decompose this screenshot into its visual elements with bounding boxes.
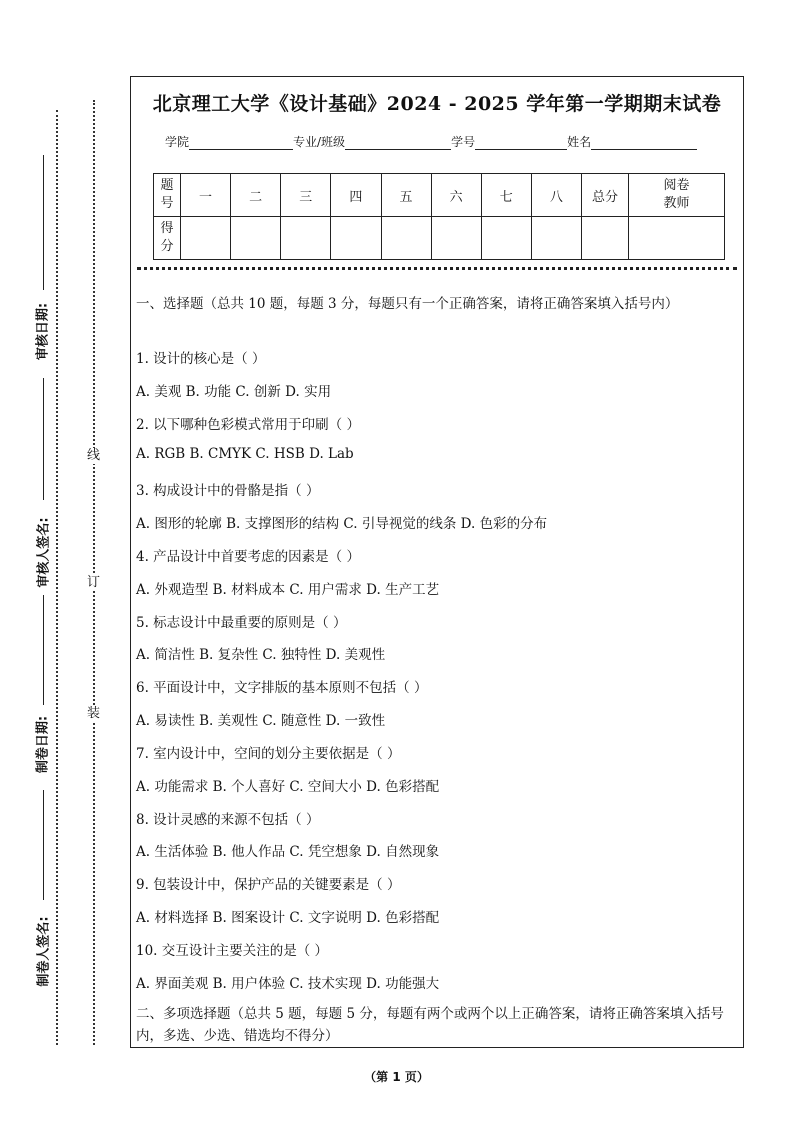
question-stem: 2. 以下哪种色彩模式常用于印刷（ ） [136, 417, 360, 433]
question-options: A. 生活体验 B. 他人作品 C. 凭空想象 D. 自然现象 [136, 844, 440, 860]
col-header-3: 三 [281, 174, 331, 217]
question-options: A. 功能需求 B. 个人喜好 C. 空间大小 D. 色彩搭配 [136, 779, 440, 795]
name-label: 姓名 [567, 135, 592, 149]
dotted-separator [137, 267, 737, 270]
review-date-label: 审核日期: [35, 302, 51, 361]
question-stem: 3. 构成设计中的骨骼是指（ ） [136, 483, 320, 499]
question-options: A. 材料选择 B. 图案设计 C. 文字说明 D. 色彩搭配 [136, 910, 440, 926]
binding-margin [0, 0, 120, 1122]
question-stem: 4. 产品设计中首要考虑的因素是（ ） [136, 549, 360, 565]
review-date-line [43, 155, 44, 290]
exam-title: 北京理工大学《设计基础》2024 - 2025 学年第一学期期末试卷 [152, 93, 722, 115]
score-cell[interactable] [531, 217, 581, 260]
question-options: A. 简洁性 B. 复杂性 C. 独特性 D. 美观性 [136, 647, 386, 663]
col-header-1: 一 [181, 174, 231, 217]
maker-date-line [43, 595, 44, 705]
col-header-6: 六 [431, 174, 481, 217]
score-table-header-row [154, 174, 725, 217]
col-header-total: 总分 [582, 174, 629, 217]
college-label: 学院 [165, 135, 190, 149]
score-cell[interactable] [431, 217, 481, 260]
question-stem: 6. 平面设计中，文字排版的基本原则不包括（ ） [136, 680, 428, 696]
score-cell[interactable] [331, 217, 381, 260]
score-cell[interactable] [481, 217, 531, 260]
col-header-5: 五 [381, 174, 431, 217]
section2-heading: 二、多项选择题（总共 5 题，每题 5 分，每题有两个或两个以上正确答案，请将正确答案填入括号内，多选、少选、错选均不得分） [136, 1006, 724, 1044]
reviewer-cell[interactable] [629, 217, 725, 260]
student-info-row [165, 133, 697, 150]
reviewer-sign-label: 审核人签名: [36, 517, 52, 588]
col-header-2: 二 [231, 174, 281, 217]
score-cell[interactable] [281, 217, 331, 260]
question-options: A. RGB B. CMYK C. HSB D. Lab [136, 446, 354, 462]
section1-heading: 一、选择题（总共 10 题，每题 3 分，每题只有一个正确答案，请将正确答案填入括号内） [136, 296, 679, 312]
question-options: A. 图形的轮廓 B. 支撑图形的结构 C. 引导视觉的线条 D. 色彩的分布 [136, 516, 548, 532]
question-stem: 10. 交互设计主要关注的是（ ） [136, 943, 329, 959]
question-options: A. 美观 B. 功能 C. 创新 D. 实用 [136, 384, 332, 400]
question-stem: 8. 设计灵感的来源不包括（ ） [136, 812, 320, 828]
maker-date-label: 制卷日期: [35, 715, 51, 774]
binding-bind-char: 订 [87, 575, 101, 590]
score-table [153, 173, 725, 260]
student-id-label: 学号 [451, 135, 476, 149]
question-stem: 5. 标志设计中最重要的原则是（ ） [136, 615, 347, 631]
score-table-score-row [154, 217, 725, 260]
question-stem: 1. 设计的核心是（ ） [136, 351, 266, 367]
binding-line-char: 线 [87, 448, 101, 463]
score-cell[interactable] [231, 217, 281, 260]
inner-dotted-line [93, 100, 95, 1045]
col-header-8: 八 [531, 174, 581, 217]
question-number-label: 题 号 [154, 174, 181, 217]
maker-sign-line [43, 790, 44, 900]
maker-sign-label: 制卷人签名: [36, 916, 52, 987]
exam-frame [130, 76, 744, 1048]
name-field[interactable] [591, 135, 697, 150]
major-field[interactable] [345, 135, 451, 150]
reviewer-sign-line [43, 378, 44, 500]
question-stem: 9. 包装设计中，保护产品的关键要素是（ ） [136, 877, 401, 893]
student-id-field[interactable] [475, 135, 567, 150]
question-options: A. 易读性 B. 美观性 C. 随意性 D. 一致性 [136, 713, 386, 729]
page-number: （第 1 页） [364, 1070, 429, 1084]
binding-seal-char: 装 [87, 706, 101, 721]
question-options: A. 外观造型 B. 材料成本 C. 用户需求 D. 生产工艺 [136, 582, 440, 598]
question-stem: 7. 室内设计中，空间的划分主要依据是（ ） [136, 746, 401, 762]
college-field[interactable] [189, 135, 293, 150]
score-label: 得 分 [154, 217, 181, 260]
major-label: 专业/班级 [293, 135, 346, 149]
col-header-4: 四 [331, 174, 381, 217]
outer-dotted-line [56, 110, 58, 1045]
score-cell-total[interactable] [582, 217, 629, 260]
question-options: A. 界面美观 B. 用户体验 C. 技术实现 D. 功能强大 [136, 976, 440, 992]
score-cell[interactable] [181, 217, 231, 260]
col-header-reviewer: 阅卷 教师 [629, 174, 725, 217]
score-cell[interactable] [381, 217, 431, 260]
col-header-7: 七 [481, 174, 531, 217]
